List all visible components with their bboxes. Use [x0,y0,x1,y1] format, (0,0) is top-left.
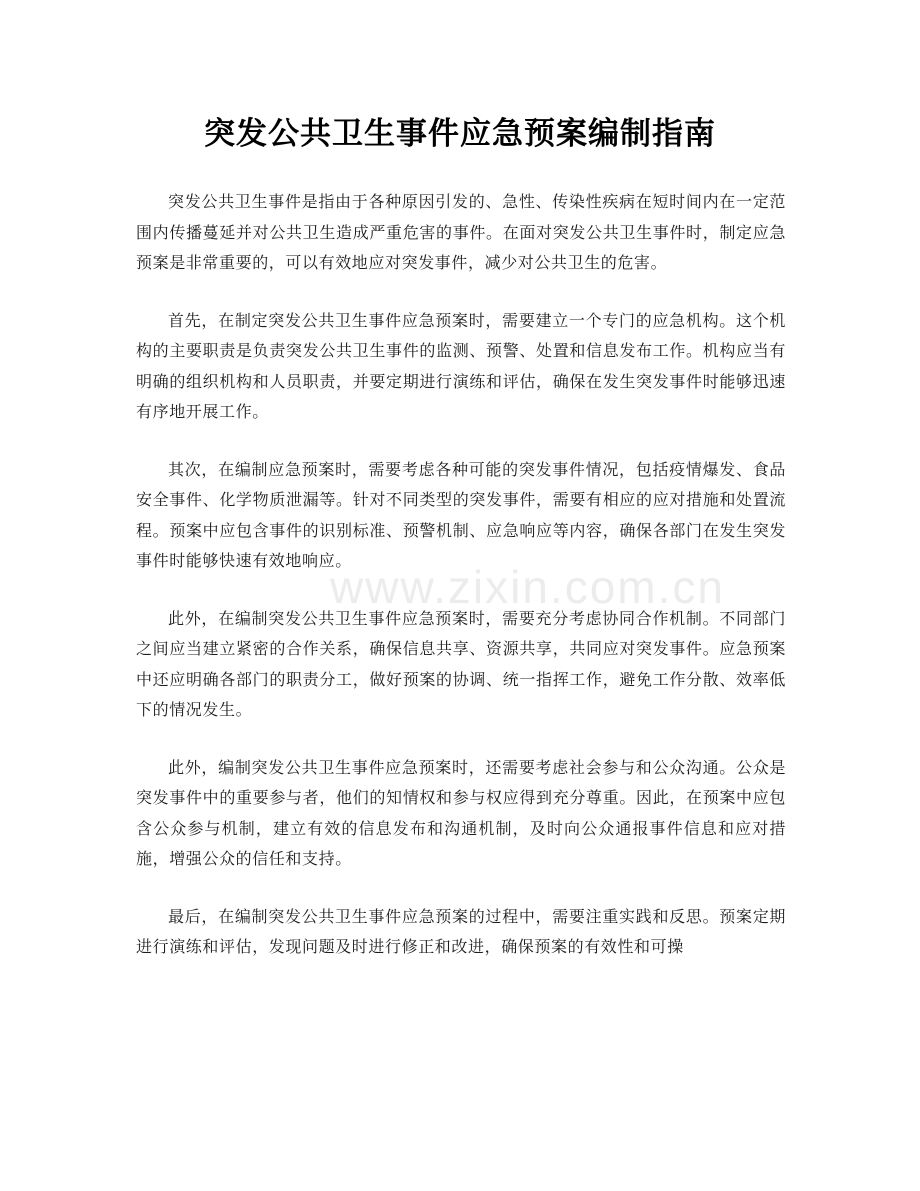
document-title: 突发公共卫生事件应急预案编制指南 [204,116,716,152]
paragraph-1: 突发公共卫生事件是指由于各种原因引发的、急性、传染性疾病在短时间内在一定范围内传播蔓延并对公共卫生造成严重危害的事件。在面对突发公共卫生事件时，制定应急预案是非常重要的，可以有效地应对突发事件，减少对公共卫生的危害。 [136,192,786,272]
paragraph-3: 其次，在编制应急预案时，需要考虑各种可能的突发事件情况，包括疫情爆发、食品安全事件、化学物质泄漏等。针对不同类型的突发事件，需要有相应的应对措施和处置流程。预案中应包含事件的识别标准、预警机制、应急响应等内容，确保各部门在发生突发事件时能够快速有效地响应。 [136,459,786,570]
paragraph-5: 此外，编制突发公共卫生事件应急预案时，还需要考虑社会参与和公众沟通。公众是突发事件中的重要参与者，他们的知情权和参与权应得到充分尊重。因此，在预案中应包含公众参与机制，建立有效的信息发布和沟通机制，及时向公众通报事件信息和应对措施，增强公众的信任和支持。 [136,757,786,868]
document-body [136,187,786,990]
watermark: www.zixin.com.cn [330,561,725,613]
paragraph-4: 此外，在编制突发公共卫生事件应急预案时，需要充分考虑协同合作机制。不同部门之间应当建立紧密的合作关系，确保信息共享、资源共享，共同应对突发事件。应急预案中还应明确各部门的职责分工，做好预案的协调、统一指挥工作，避免工作分散、效率低下的情况发生。 [136,608,786,719]
paragraph-2: 首先，在制定突发公共卫生事件应急预案时，需要建立一个专门的应急机构。这个机构的主要职责是负责突发公共卫生事件的监测、预警、处置和信息发布工作。机构应当有明确的组织机构和人员职责，并要定期进行演练和评估，确保在发生突发事件时能够迅速有序地开展工作。 [136,310,786,421]
paragraph-6: 最后，在编制突发公共卫生事件应急预案的过程中，需要注重实践和反思。预案定期进行演练和评估，发现问题及时进行修正和改进，确保预案的有效性和可操 [136,906,786,956]
